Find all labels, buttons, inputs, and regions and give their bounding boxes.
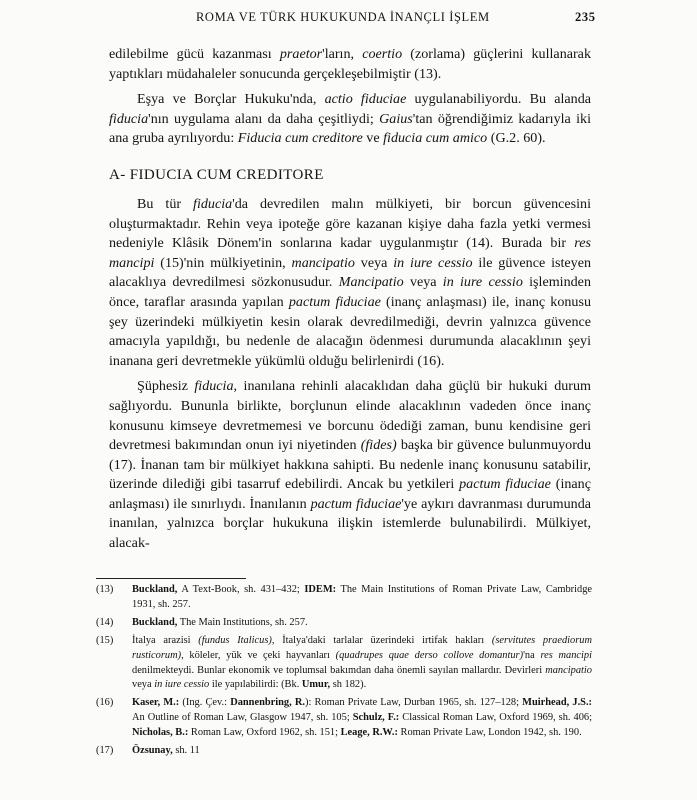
footnotes xyxy=(96,583,592,762)
body-text xyxy=(109,45,591,554)
footnote-number: (15) xyxy=(96,635,114,647)
footnote-text: Buckland, The Main Institutions, sh. 257. xyxy=(132,616,308,628)
footnote-number: (16) xyxy=(96,697,114,709)
paragraph-actio-fiduciae: Eşya ve Borçlar Hukuku'nda, actio fiduciae uygulanabiliyordu. Bu alanda fiducia'nın uygulama alanı da daha çeşitliydi; Gaius'tan öğrendiğimiz kadarıyla iki ana gruba ayrılıyordu: Fiducia cum creditore ve fiducia cum amico (G.2. 60). xyxy=(109,91,592,147)
section-heading: A- FIDUCIA CUM CREDITORE xyxy=(109,166,324,183)
footnote-rule xyxy=(96,578,246,579)
footnote-15 xyxy=(96,634,592,693)
running-head xyxy=(0,10,697,28)
paragraph-fiducia-cum-creditore: Bu tür fiducia'da devredilen malın mülkiyeti, bir borcun güvencesini oluşturmaktadır. Rehin veya ipoteğe göre kazanan kişiye daha fazla yetki vermesi nedeniyle Klâsik Dönem'in sonlarına kadar uygulanmıştır (14). Burada bir res mancipi (15)'nin mülkiyetinin, mancipatio veya in iure cessio ile güvence isteyen alacaklıya devredilmesi sözkonusudur. Mancipatio veya in iure cessio işleminden önce, taraflar arasında yapılan pactum fiduciae (inanç anlaşması) ile, inanç konusu şey üzerindeki mülkiyetin kesin olarak devredilmediği, devrin yalnızca güvence amacıyla yapıldığı, bu nedenle de alacağın ödenmesi durumunda alacaklının şeyi inanana geri devretmekle yükümlü olduğu belirlenirdi (16). xyxy=(109,195,592,369)
footnote-text: Kaser, M.: (Ing. Çev.: Dannenbring, R.): Roman Private Law, Durban 1965, sh. 127–128; Muirhead, J.S.: An Outline of Roman Law, Glasgow 1947, sh. 105; Schulz, F.: Classical Roman Law, Oxford 1969, sh. 406; Nicholas, B.: Roman Law, Oxford 1962, sh. 151; Leage, R.W.: Roman Private Law, London 1942, sh. 190. xyxy=(132,697,593,738)
paragraph-fiducia-guarantee: Şüphesiz fiducia, inanılana rehinli alacaklıdan daha güçlü bir hukuki durum sağlıyordu. Bununla birlikte, borçlunun elinde alacaklının vadeden önce inanç konusunu kimseye devretmemesi ve borcunu ödediği zaman, bunu kendisine geri devretmesi bakımından onun iyi niyetinden (fides) başka bir güvence bulunmuyordu (17). İnanan tam bir mülkiyet hakkına sahipti. Bu nedenle inanç konusunu satabilir, üzerinde dilediği gibi tasarruf edebilirdi. Ancak bu yetkileri pactum fiduciae (inanç anlaşması) ile sınırlıydı. İnanılanın pactum fiduciae'ye aykırı davranması durumunda inanılan, yalnızca borçlar hukukuna ilişkin istemlerde bulunabilirdi. Mülkiyet, alacak- xyxy=(109,378,591,552)
footnote-14 xyxy=(96,616,592,631)
footnote-16 xyxy=(96,696,592,740)
footnote-number: (17) xyxy=(96,745,114,757)
footnote-13 xyxy=(96,583,592,612)
footnote-17 xyxy=(96,744,592,759)
footnote-text: Buckland, A Text-Book, sh. 431–432; IDEM: The Main Institutions of Roman Private Law, Cambridge 1931, sh. 257. xyxy=(132,584,592,610)
page-number: 235 xyxy=(575,10,596,24)
running-title: ROMA VE TÜRK HUKUKUNDA İNANÇLI İŞLEM xyxy=(196,10,490,24)
footnote-text: İtalya arazisi (fundus Italicus), İtalya'daki tarlalar üzerindeki irtifak hakları (servitutes praediorum rusticorum), köleler, yük ve çeki hayvanları (quadrupes quae derso collove domantur)'na res mancipi denilmekteydi. Bunlar ekonomik ve toplumsal bakımdan daha önemli sayılan mallardır. Devirleri mancipatio veya in iure cessio ile yapılabilirdi: (Bk. Umur, sh 182). xyxy=(132,635,593,691)
paragraph-continuation: edilebilme gücü kazanması praetor'ların, coertio (zorlama) güçlerini kullanarak yaptıkları müdahaleler sonucunda gerçekleşebilmiştir (13). xyxy=(109,46,591,82)
footnote-number: (13) xyxy=(96,584,114,595)
footnote-number: (14) xyxy=(96,616,114,628)
footnote-text: Özsunay, sh. 11 xyxy=(132,745,200,757)
